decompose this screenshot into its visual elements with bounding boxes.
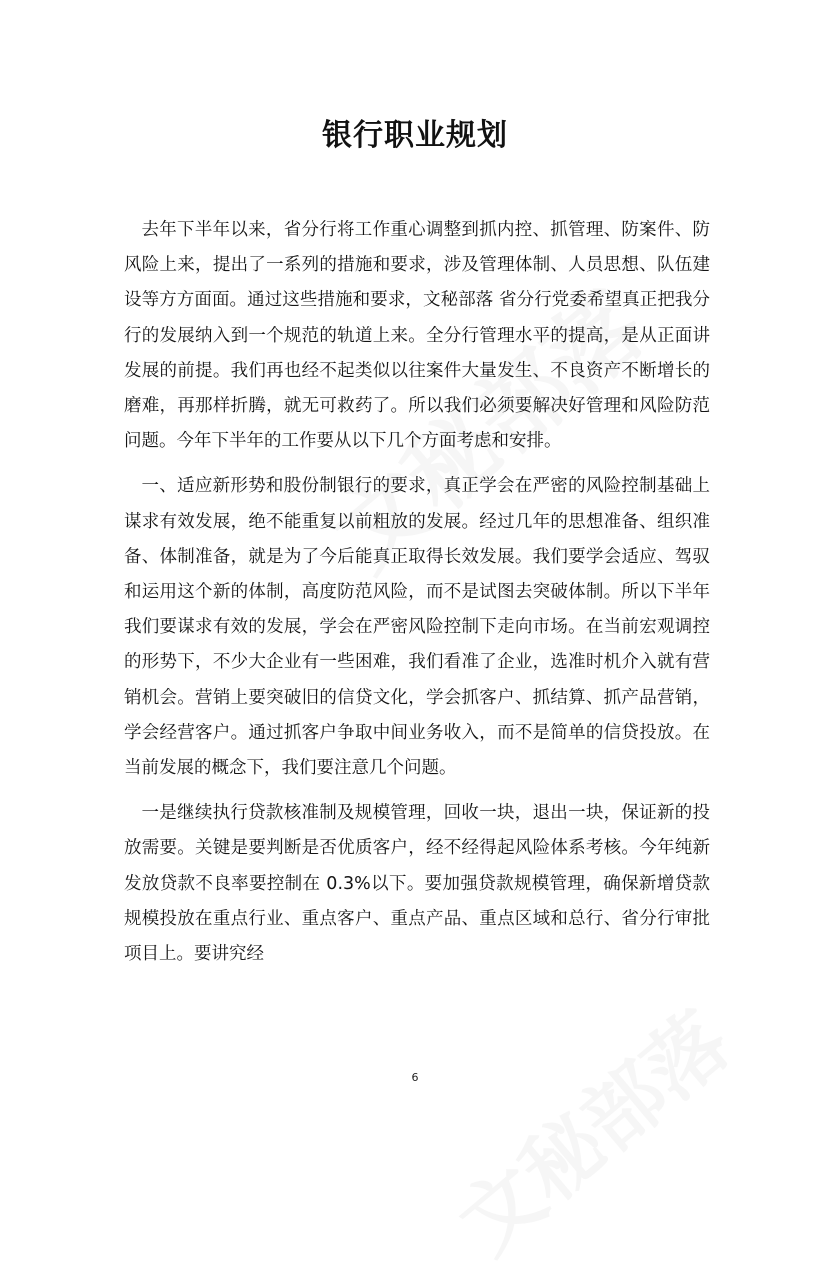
page-number: 6	[411, 1071, 419, 1084]
paragraph: 一是继续执行贷款核准制及规模管理，回收一块，退出一块，保证新的投放需要。关键是要判断是否优质客户，经不经得起风险体系考核。今年纯新发放贷款不良率要控制在 0.3%以下。要加强贷款规模管理，确保新增贷款规模投放在重点行业、重点客户、重点产品、重点区域和总行、省分行审批项目上。要讲究经	[124, 803, 710, 965]
watermark	[430, 981, 749, 1274]
paragraph: 去年下半年以来，省分行将工作重心调整到抓内控、抓管理、防案件、防风险上来，提出了一系列的措施和要求，涉及管理体制、人员思想、队伍建设等方方面面。通过这些措施和要求，文秘部落 省分行党委希望真正把我分行的发展纳入到一个规范的轨道上来。全分行管理水平的提高，是从正面讲发展的前提。我们再也经不起类似以往案件大量发生、不良资产不断增长的磨难，再那样折腾，就无可救药了。所以我们必须要解决好管理和风险防范问题。今年下半年的工作要从以下几个方面考虑和安排。	[124, 220, 710, 452]
document-body	[124, 213, 710, 982]
document-title: 银行职业规划	[322, 118, 508, 153]
paragraph: 一、适应新形势和股份制银行的要求，真正学会在严密的风险控制基础上谋求有效发展，绝不能重复以前粗放的发展。经过几年的思想准备、组织准备、体制准备，就是为了今后能真正取得长效发展。我们要学会适应、驾驭和运用这个新的体制，高度防范风险，而不是试图去突破体制。所以下半年我们要谋求有效的发展，学会在严密风险控制下走向市场。在当前宏观调控的形势下，不少大企业有一些困难，我们看准了企业，选准时机介入就有营销机会。营销上要突破旧的信贷文化，学会抓客户、抓结算、抓产品营销，学会经营客户。通过抓客户争取中间业务收入，而不是简单的信贷投放。在当前发展的概念下，我们要注意几个问题。	[124, 476, 710, 779]
